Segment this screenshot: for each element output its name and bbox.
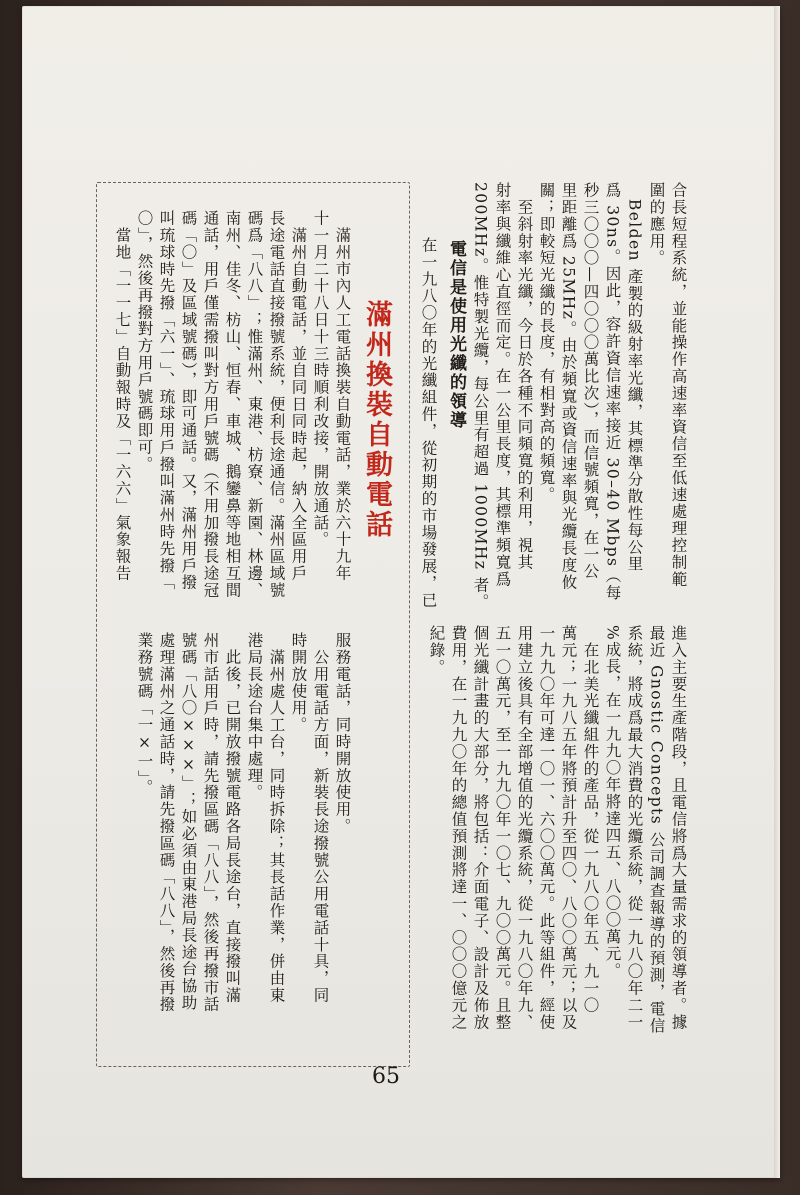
text-column: Belden 產製的級射率光纖，其標準分散性每公里 xyxy=(625,182,644,573)
text-column: 滿州市內人工電話換裝自動電話，業於六十九年 xyxy=(333,210,352,582)
text-column: 200MHz。惟特製光纜，每公里有超過 1000MHz 者。 xyxy=(471,182,490,611)
section-heading: 電信是使用光纖的領導 xyxy=(446,240,466,430)
text-column: 公用電話方面，新裝長途撥號公用電話十具，同 xyxy=(311,632,330,1004)
text-column: 在北美光纖組件的產品，從一九八〇年五、九一〇 xyxy=(581,625,600,1014)
text-column: 碼爲「八八」；惟滿州、東港、枋寮、新園、林邊、 xyxy=(245,210,264,599)
text-column: 長途電話直接撥號系統，便利長途通信。滿州區域號 xyxy=(267,210,286,599)
text-column: 時開放使用。 xyxy=(289,632,308,734)
text-column: 射率與纖維心直徑而定。在一公里長度，其標準頻寬爲 xyxy=(493,182,512,588)
text-column: 港局長途台集中處理。 xyxy=(245,632,264,801)
text-column: 州市話用戶時，請先撥區碼「八八」，然後再撥市話 xyxy=(201,632,220,1013)
text-column: 費用，在一九九〇年的總值預測將達一、〇〇〇億元之 xyxy=(449,625,468,1031)
text-column: 滿州自動電話，並自同日同時起，納入全區用戶 xyxy=(289,210,308,582)
text-column: 關；即較短光纖的長度，有相對高的頻寬。 xyxy=(537,182,556,504)
text-column: 業務號碼「一×一」。 xyxy=(135,632,154,796)
text-column: %成長，在一九九〇年將達四五、八〇〇萬元。 xyxy=(603,625,622,980)
text-column: 合長短程系統，並能操作高速率資信至低速處理控制範 xyxy=(669,182,688,588)
text-column: 萬元；一九八五年將預計升至四〇、八〇〇萬元；以及 xyxy=(559,625,578,1031)
text-column: 用建立後具有全部增值的光纜系統，從一九八〇年九、 xyxy=(515,625,534,1031)
text-column: 最近 Gnostic Concepts 公司調查報導的預測，電信 xyxy=(647,625,666,1035)
text-column: 系統，將成爲最大消費的光纜系統，從一九八〇年二一 xyxy=(625,625,644,1031)
text-column: 爲 30ns。因此，容許資信速率接近 30–40 Mbps（每 xyxy=(603,182,622,602)
text-column: 通話，用戶僅需撥叫對方用戶號碼（不用加撥長途冠 xyxy=(201,210,220,599)
text-column: 個光纖計畫的大部分，將包括：介面電子、設計及佈放 xyxy=(471,625,490,1031)
news-box-heading: 滿州換裝自動電話 xyxy=(361,300,392,540)
text-column: 南州、佳冬、枋山、恒春、車城、鵝鑾鼻等地相互間 xyxy=(223,210,242,599)
text-column: 紀錄。 xyxy=(427,625,446,676)
text-column: 秒三〇〇〇—四〇〇〇萬比次），而信號頻寬，在一公 xyxy=(581,182,600,580)
text-column: 當地「一一七」自動報時及「一六六」氣象報告 xyxy=(113,210,132,582)
text-column: 至斜射率光纖，今日於各種不同頻寬的利用，視其 xyxy=(515,182,534,571)
page-number: 65 xyxy=(372,1064,400,1089)
text-column: 十一月二十八日十三時順利改接，開放通話。 xyxy=(311,210,330,548)
text-column: 叫琉球時先撥「六一」、琉球用戶撥叫滿州時先撥「 xyxy=(157,210,176,591)
text-column: 服務電話，同時開放使用。 xyxy=(333,632,352,835)
text-column: 此後，已開放撥號電路各局長途台，直接撥叫滿 xyxy=(223,632,242,1004)
text-column: 在一九八〇年的光纖組件，從初期的市場發展，已 xyxy=(419,220,438,609)
text-column: 一九九〇年可達一〇一、六〇〇萬元。此等組件，經使 xyxy=(537,625,556,1031)
page-edge xyxy=(774,6,780,1178)
text-column: 五一〇萬元，至一九九〇年一〇七、九〇〇萬元。且整 xyxy=(493,625,512,1031)
text-column: 處理滿州之通話時，請先撥區碼「八八」，然後再撥 xyxy=(157,632,176,1013)
text-column: 〇」，然後再撥對方用戶號碼即可。 xyxy=(135,210,154,473)
text-column: 進入主要生產階段，且電信將爲大量需求的領導者。據 xyxy=(669,625,688,1031)
text-column: 滿州處人工台，同時拆除；其長話作業，併由東 xyxy=(267,632,286,1004)
text-column: 圍的應用。 xyxy=(647,182,666,267)
text-column: 號碼「八〇×××」；如必須由東港局長途台協助 xyxy=(179,632,198,1012)
text-column: 碼「〇」及區域號碼），即可通話。又，滿州用戶撥 xyxy=(179,210,198,591)
text-column: 里距離爲 25MHz。由於頻寬或資信速率與光纜長度攸 xyxy=(559,182,578,591)
